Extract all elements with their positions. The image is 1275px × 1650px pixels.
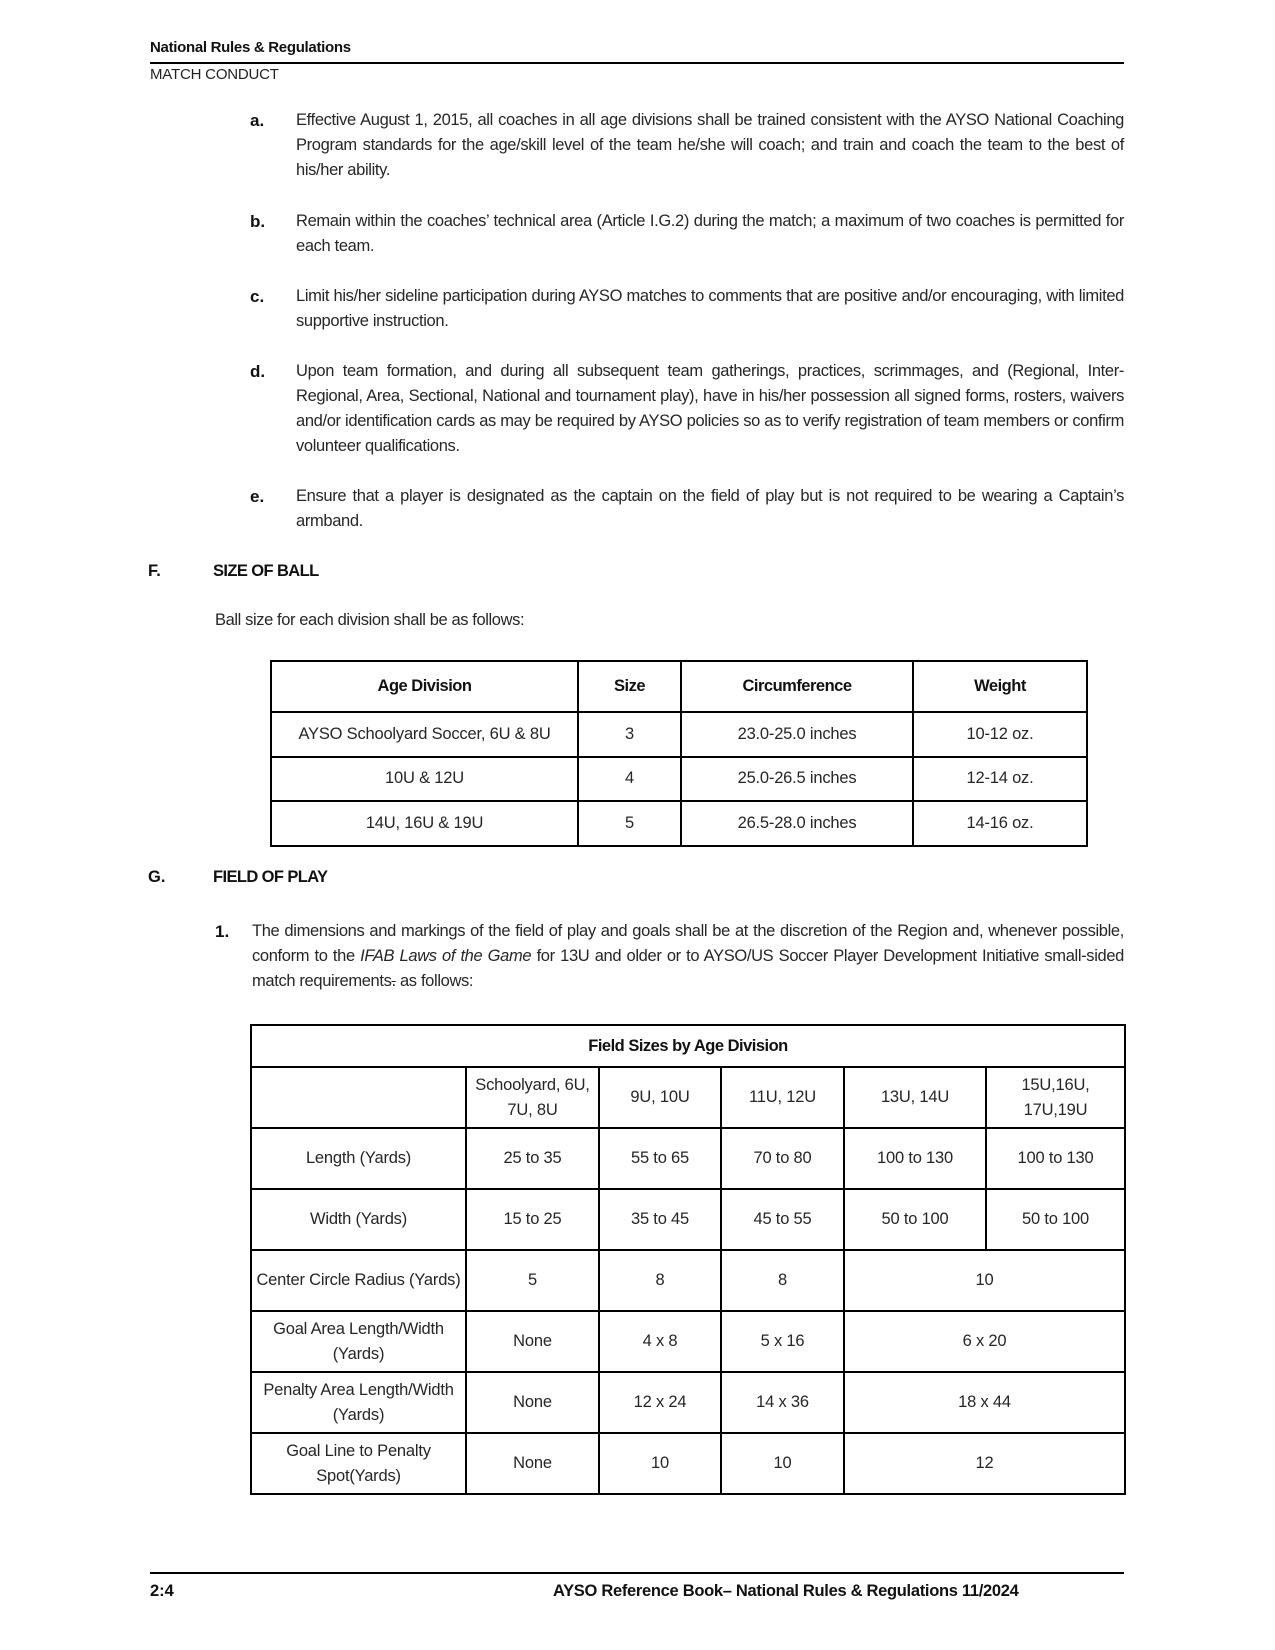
section-f-title: SIZE OF BALL [213,562,319,580]
table-cell: None [466,1311,599,1372]
column-header: 13U, 14U [844,1067,986,1128]
item-text [252,919,1124,994]
section-g-title: FIELD OF PLAY [213,868,328,886]
table-cell: 25.0-26.5 inches [681,757,913,802]
table-cell: 50 to 100 [844,1189,986,1250]
table-title: Field Sizes by Age Division [251,1025,1125,1067]
table-row [251,1433,1125,1494]
list-item-b [250,209,1124,259]
table-cell: 35 to 45 [599,1189,721,1250]
column-header: Weight [913,661,1087,712]
footer-rule [150,1572,1124,1574]
item-label: d. [250,362,266,381]
table-row [251,1372,1125,1433]
ball-size-table [270,660,1088,847]
table-cell: None [466,1433,599,1494]
table-cell: 8 [599,1250,721,1311]
table-cell: 45 to 55 [721,1189,844,1250]
item-text-part: The dimensions and markings of the field of play and goals shall be at the discretion of the Region and, whenever possible, conform to the [252,922,1124,965]
item-text: Effective August 1, 2015, all coaches in all age divisions shall be trained consistent with the AYSO National Coaching Program standards for the age/skill level of the team he/she will coach; and train and coach the team to the best of his/her ability. [296,111,1124,179]
column-header: 9U, 10U [599,1067,721,1128]
row-label: Length (Yards) [251,1128,466,1189]
table-row [251,1189,1125,1250]
table-cell: 3 [578,712,681,757]
table-cell-merged: 6 x 20 [844,1311,1125,1372]
table-cell: 14U, 16U & 19U [271,801,578,846]
table-cell: AYSO Schoolyard Soccer, 6U & 8U [271,712,578,757]
table-cell-merged: 18 x 44 [844,1372,1125,1433]
table-cell: 10 [599,1433,721,1494]
section-f-label: F. [148,562,161,580]
column-header: 11U, 12U [721,1067,844,1128]
table-title-row [251,1025,1125,1067]
column-header: Size [578,661,681,712]
list-item-1 [215,919,1124,994]
section-g-label: G. [148,868,166,886]
table-cell: 12 x 24 [599,1372,721,1433]
item-label: e. [250,487,265,506]
item-label: c. [250,287,265,306]
table-row [251,1128,1125,1189]
column-header: Schoolyard, 6U, 7U, 8U [466,1067,599,1128]
footer-title: AYSO Reference Book– National Rules & Regulations 11/2024 [553,1582,1019,1600]
item-text: Limit his/her sideline participation during AYSO matches to comments that are positive and/or encouraging, with limited supportive instruction. [296,287,1124,330]
field-sizes-table [250,1024,1126,1495]
table-row [251,1311,1125,1372]
section-name: MATCH CONDUCT [150,66,279,83]
list-item-c [250,284,1124,334]
table-cell: 100 to 130 [986,1128,1125,1189]
table-cell: 10U & 12U [271,757,578,802]
column-header: 15U,16U, 17U,19U [986,1067,1125,1128]
item-label: b. [250,212,266,231]
row-label: Width (Yards) [251,1189,466,1250]
section-f-intro: Ball size for each division shall be as follows: [215,611,525,629]
table-header-row [271,661,1087,712]
table-cell: 12-14 oz. [913,757,1087,802]
table-cell: 26.5-28.0 inches [681,801,913,846]
table-cell: None [466,1372,599,1433]
table-cell: 15 to 25 [466,1189,599,1250]
column-header: Circumference [681,661,913,712]
item-text: Remain within the coaches’ technical area (Article I.G.2) during the match; a maximum of two coaches is permitted for each team. [296,212,1124,255]
table-cell: 4 [578,757,681,802]
table-row [271,757,1087,802]
list-item-d [250,359,1124,459]
row-label: Goal Area Length/Width (Yards) [251,1311,466,1372]
table-cell: 14 x 36 [721,1372,844,1433]
item-text: Upon team formation, and during all subsequent team gatherings, practices, scrimmages, and (Regional, Inter-Regional, Area, Sectional, National and tournament play), have in his/her possession all signed forms, rosters, waivers and/or identification cards as may be required by AYSO policies so as to verify registration of team members or confirm volunteer qualifications. [296,362,1124,455]
column-header: Age Division [271,661,578,712]
table-cell: 50 to 100 [986,1189,1125,1250]
table-row [251,1250,1125,1311]
item-text: Ensure that a player is designated as the captain on the field of play but is not required to be wearing a Captain’s armband. [296,487,1124,530]
struck-period: . [391,972,396,990]
table-row [271,712,1087,757]
item-label: 1. [215,922,230,941]
row-label: Penalty Area Length/Width (Yards) [251,1372,466,1433]
table-cell: 4 x 8 [599,1311,721,1372]
item-text-part: for 13U and older or to AYSO/US Soccer Player Development Initiative small-sided match requirements [252,947,1124,990]
item-label: a. [250,111,265,130]
table-cell: 25 to 35 [466,1128,599,1189]
page-number: 2:4 [150,1582,174,1600]
table-cell: 8 [721,1250,844,1311]
row-label: Center Circle Radius (Yards) [251,1250,466,1311]
ifab-reference: IFAB Laws of the Game [360,947,532,965]
list-item-e [250,484,1124,534]
table-cell: 14-16 oz. [913,801,1087,846]
table-header-row [251,1067,1125,1128]
table-cell-merged: 12 [844,1433,1125,1494]
table-cell-merged: 10 [844,1250,1125,1311]
list-item-a [250,108,1124,183]
table-row [271,801,1087,846]
table-cell: 5 [578,801,681,846]
table-cell: 100 to 130 [844,1128,986,1189]
row-label: Goal Line to Penalty Spot(Yards) [251,1433,466,1494]
table-cell: 55 to 65 [599,1128,721,1189]
table-cell: 70 to 80 [721,1128,844,1189]
header-rule [150,62,1124,64]
table-cell: 5 [466,1250,599,1311]
table-cell: 23.0-25.0 inches [681,712,913,757]
table-cell: 10-12 oz. [913,712,1087,757]
column-header [251,1067,466,1128]
table-cell: 10 [721,1433,844,1494]
running-header-title: National Rules & Regulations [150,39,351,56]
item-text-part: as follows: [395,972,474,990]
table-cell: 5 x 16 [721,1311,844,1372]
